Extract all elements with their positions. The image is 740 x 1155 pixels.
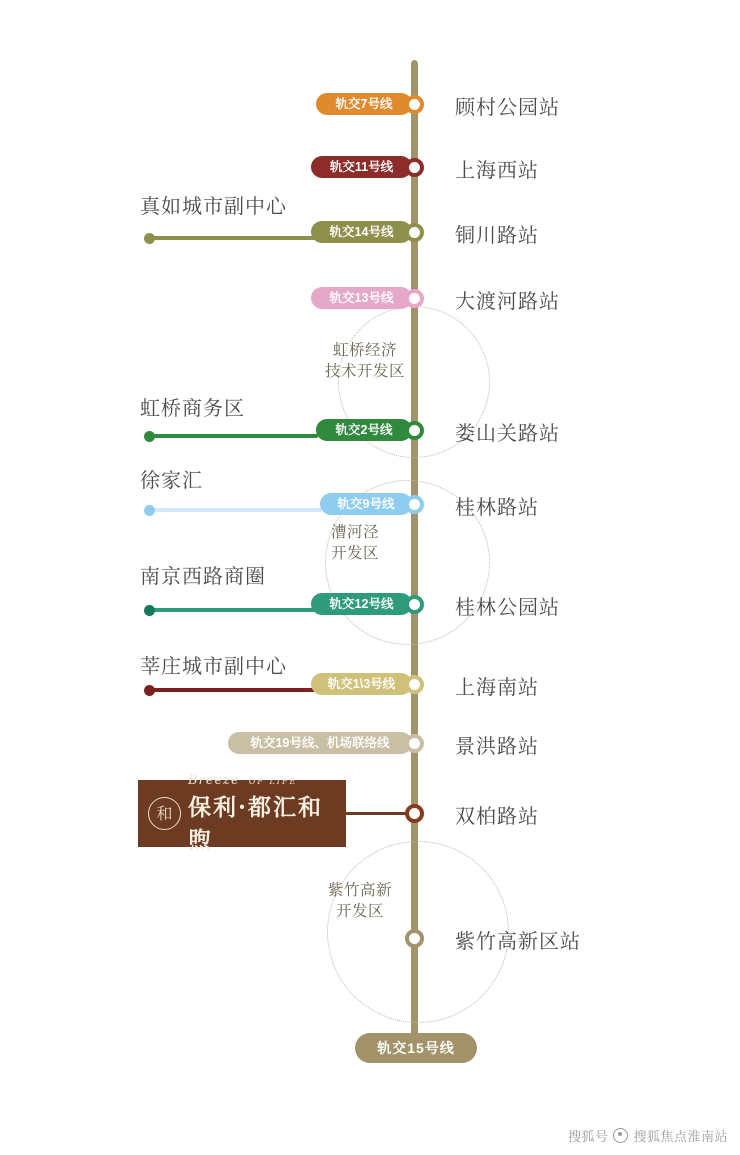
station-name[interactable]: 大渡河路站 <box>455 291 560 313</box>
watermark-logo-icon <box>613 1128 628 1143</box>
area-branch-line <box>150 608 315 612</box>
station-name[interactable]: 桂林路站 <box>455 497 539 519</box>
line-label-pill[interactable]: 轨交2号线 <box>316 419 412 441</box>
station-node[interactable] <box>405 495 424 514</box>
station-node[interactable] <box>405 95 424 114</box>
district-label: 紫竹高新 开发区 <box>327 882 392 920</box>
watermark-name: 搜狐焦点淮南站 <box>633 1129 728 1144</box>
project-logo-name: 保利·都汇和煦 <box>188 793 324 854</box>
area-label: 虹桥商务区 <box>140 398 245 420</box>
station-node[interactable] <box>405 158 424 177</box>
area-branch-line <box>150 688 315 692</box>
station-name[interactable]: 顾村公园站 <box>455 97 560 119</box>
line-label-pill[interactable]: 轨交19号线、机场联络线 <box>228 732 412 754</box>
station-node[interactable] <box>405 223 424 242</box>
watermark <box>568 1126 728 1145</box>
area-branch-dot <box>144 685 155 696</box>
line-15-label[interactable]: 轨交15号线 <box>355 1033 477 1063</box>
area-label: 真如城市副中心 <box>140 196 287 218</box>
station-name[interactable]: 上海西站 <box>455 160 539 182</box>
project-logo-card[interactable] <box>138 772 346 854</box>
line-label-pill[interactable]: 轨交11号线 <box>311 156 412 178</box>
station-name[interactable]: 娄山关路站 <box>455 423 560 445</box>
district-label: 漕河泾 开发区 <box>330 524 379 562</box>
line-label-pill[interactable]: 轨交12号线 <box>311 593 412 615</box>
station-node[interactable] <box>405 734 424 753</box>
area-branch-dot <box>144 233 155 244</box>
station-node[interactable] <box>405 929 424 948</box>
station-node[interactable] <box>405 675 424 694</box>
area-branch-line <box>150 236 315 240</box>
area-branch-line <box>150 508 322 512</box>
station-name[interactable]: 桂林公园站 <box>455 597 560 619</box>
line-label-pill[interactable]: 轨交9号线 <box>320 493 412 515</box>
station-name[interactable]: 紫竹高新区站 <box>455 931 581 953</box>
project-logo-script-main: Breeze <box>188 772 240 788</box>
station-node[interactable] <box>405 804 424 823</box>
project-logo-mark-icon: 和 <box>148 797 181 830</box>
watermark-prefix: 搜狐号 <box>567 1129 609 1144</box>
line-label-pill[interactable]: 轨交14号线 <box>311 221 412 243</box>
line-label-pill[interactable]: 轨交13号线 <box>311 287 412 309</box>
station-name[interactable]: 双柏路站 <box>455 806 539 828</box>
station-name[interactable]: 景洪路站 <box>455 736 539 758</box>
line-label-pill[interactable]: 轨交1\3号线 <box>311 673 412 695</box>
project-logo-script-sub: OF LIFE <box>248 776 298 786</box>
line-label-pill[interactable]: 轨交7号线 <box>316 93 412 115</box>
project-connector-line <box>346 812 412 815</box>
area-branch-dot <box>144 505 155 516</box>
area-label: 徐家汇 <box>140 470 203 492</box>
project-logo-script <box>188 773 346 788</box>
area-label: 莘庄城市副中心 <box>140 656 287 678</box>
area-branch-dot <box>144 431 155 442</box>
area-label: 南京西路商圈 <box>140 566 266 588</box>
station-node[interactable] <box>405 421 424 440</box>
district-label: 虹桥经济 技术开发区 <box>324 342 405 380</box>
station-node[interactable] <box>405 595 424 614</box>
area-branch-dot <box>144 605 155 616</box>
station-name[interactable]: 铜川路站 <box>455 225 539 247</box>
station-node[interactable] <box>405 289 424 308</box>
station-name[interactable]: 上海南站 <box>455 677 539 699</box>
area-branch-line <box>150 434 318 438</box>
